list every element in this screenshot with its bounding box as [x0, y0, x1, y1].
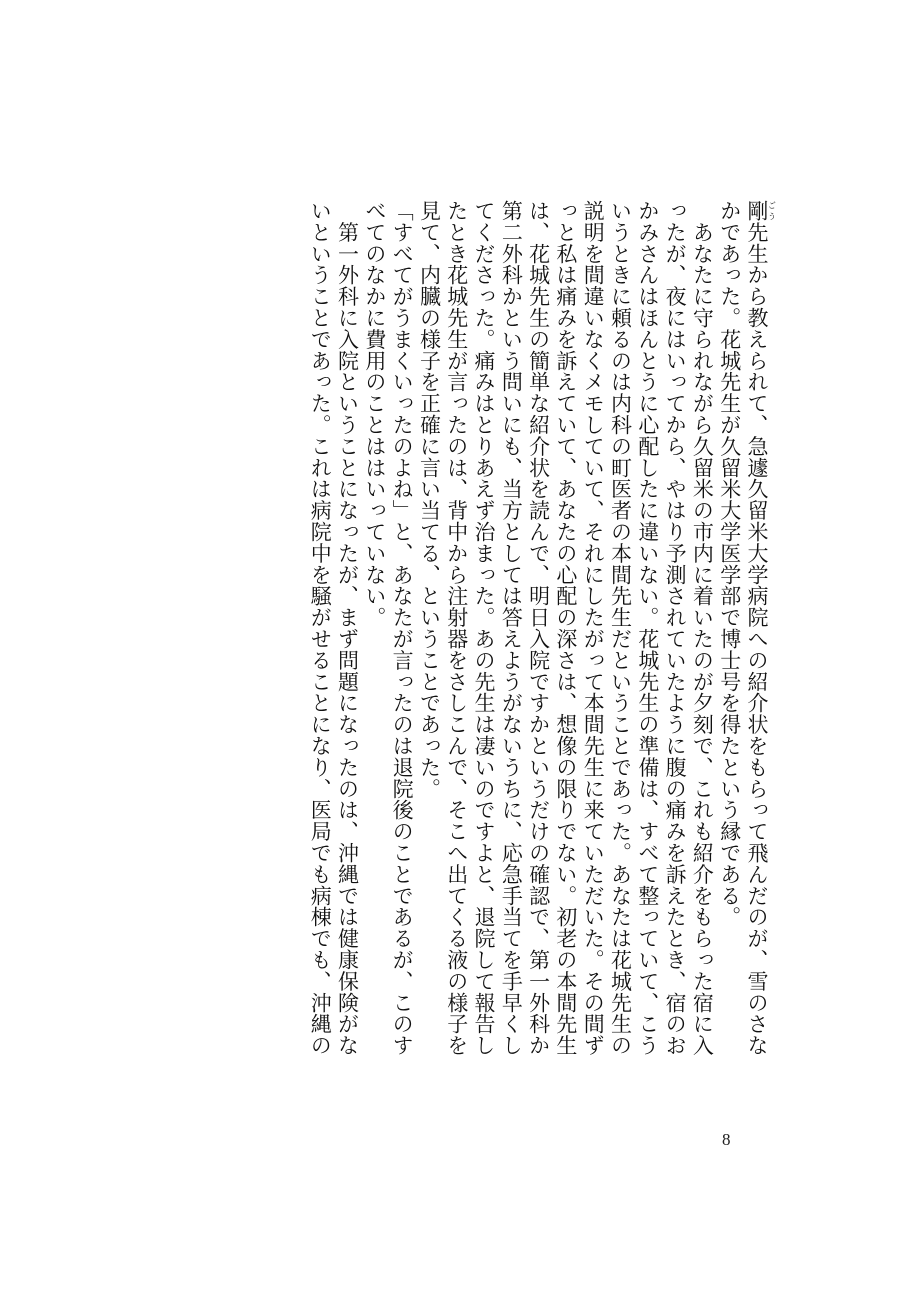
text-line: べてのなかに費用のことははいっていない。 — [362, 200, 387, 628]
text-line: 「すべてがうまくいったのよね」と、あなたが言ったのは退院後のことであるが、このす — [390, 200, 415, 1056]
ruby-base: 剛 — [745, 200, 769, 222]
text-line: 第二外科かという問いにも、当方としては答えようがないうちに、応急手当てを手早くし — [499, 200, 524, 1056]
text-line: 説明を間違いなくメモしていて、それにしたがって本間先生に来ていただいた。その間ず — [581, 200, 606, 1056]
text-line: てくださった。痛みはとりあえず治まった。あの先生は凄いのですよと、退院して報告し — [472, 200, 497, 1056]
text-line: 見て、内臓の様子を正確に言い当てる、ということであった。 — [417, 200, 442, 800]
text-line: っと私は痛みを訴えていて、あなたの心配の深さは、想像の限りでない。初老の本間先生 — [553, 200, 578, 1056]
text-line-first — [743, 200, 776, 1100]
ruby-annotation — [745, 200, 776, 222]
text-line: かみさんはほんとうに心配したに違いない。花城先生の準備は、すべて整っていて、こう — [635, 200, 660, 1056]
ruby-reading: ごう — [767, 200, 776, 222]
text-line: あなたに守られながら久留米の市内に着いたのが夕刻で、これも紹介をもらった宿に入 — [690, 200, 715, 1056]
vertical-text-body — [126, 200, 776, 1100]
text-line: たとき花城先生が言ったのは、背中から注射器をさしこんで、そこへ出てくる液の様子を — [444, 200, 469, 1056]
text-line: 第一外科に入院ということになったが、まず問題になったのは、沖縄では健康保険がな — [335, 200, 360, 1056]
text-line: は、花城先生の簡単な紹介状を読んで、明日入院ですかというだけの確認で、第一外科か — [526, 200, 551, 1056]
text-line: かであった。花城先生が久留米大学医学部で博士号を得たという縁である。 — [717, 200, 742, 928]
text-line-rest: 先生から教えられて、急遽久留米大学病院への紹介状をもらって飛んだのが、雪のさな — [745, 221, 769, 1057]
text-line: いうときに頼るのは内科の町医者の本間先生だということであった。あなたは花城先生の — [608, 200, 633, 1056]
text-line: いということであった。これは病院中を騒がせることになり、医局でも病棟でも、沖縄の — [308, 200, 333, 1056]
page-number: 8 — [722, 1130, 731, 1149]
text-line: ったが、夜にはいってから、やはり予測されていたように腹の痛みを訴えたとき、宿のお — [663, 200, 688, 1056]
